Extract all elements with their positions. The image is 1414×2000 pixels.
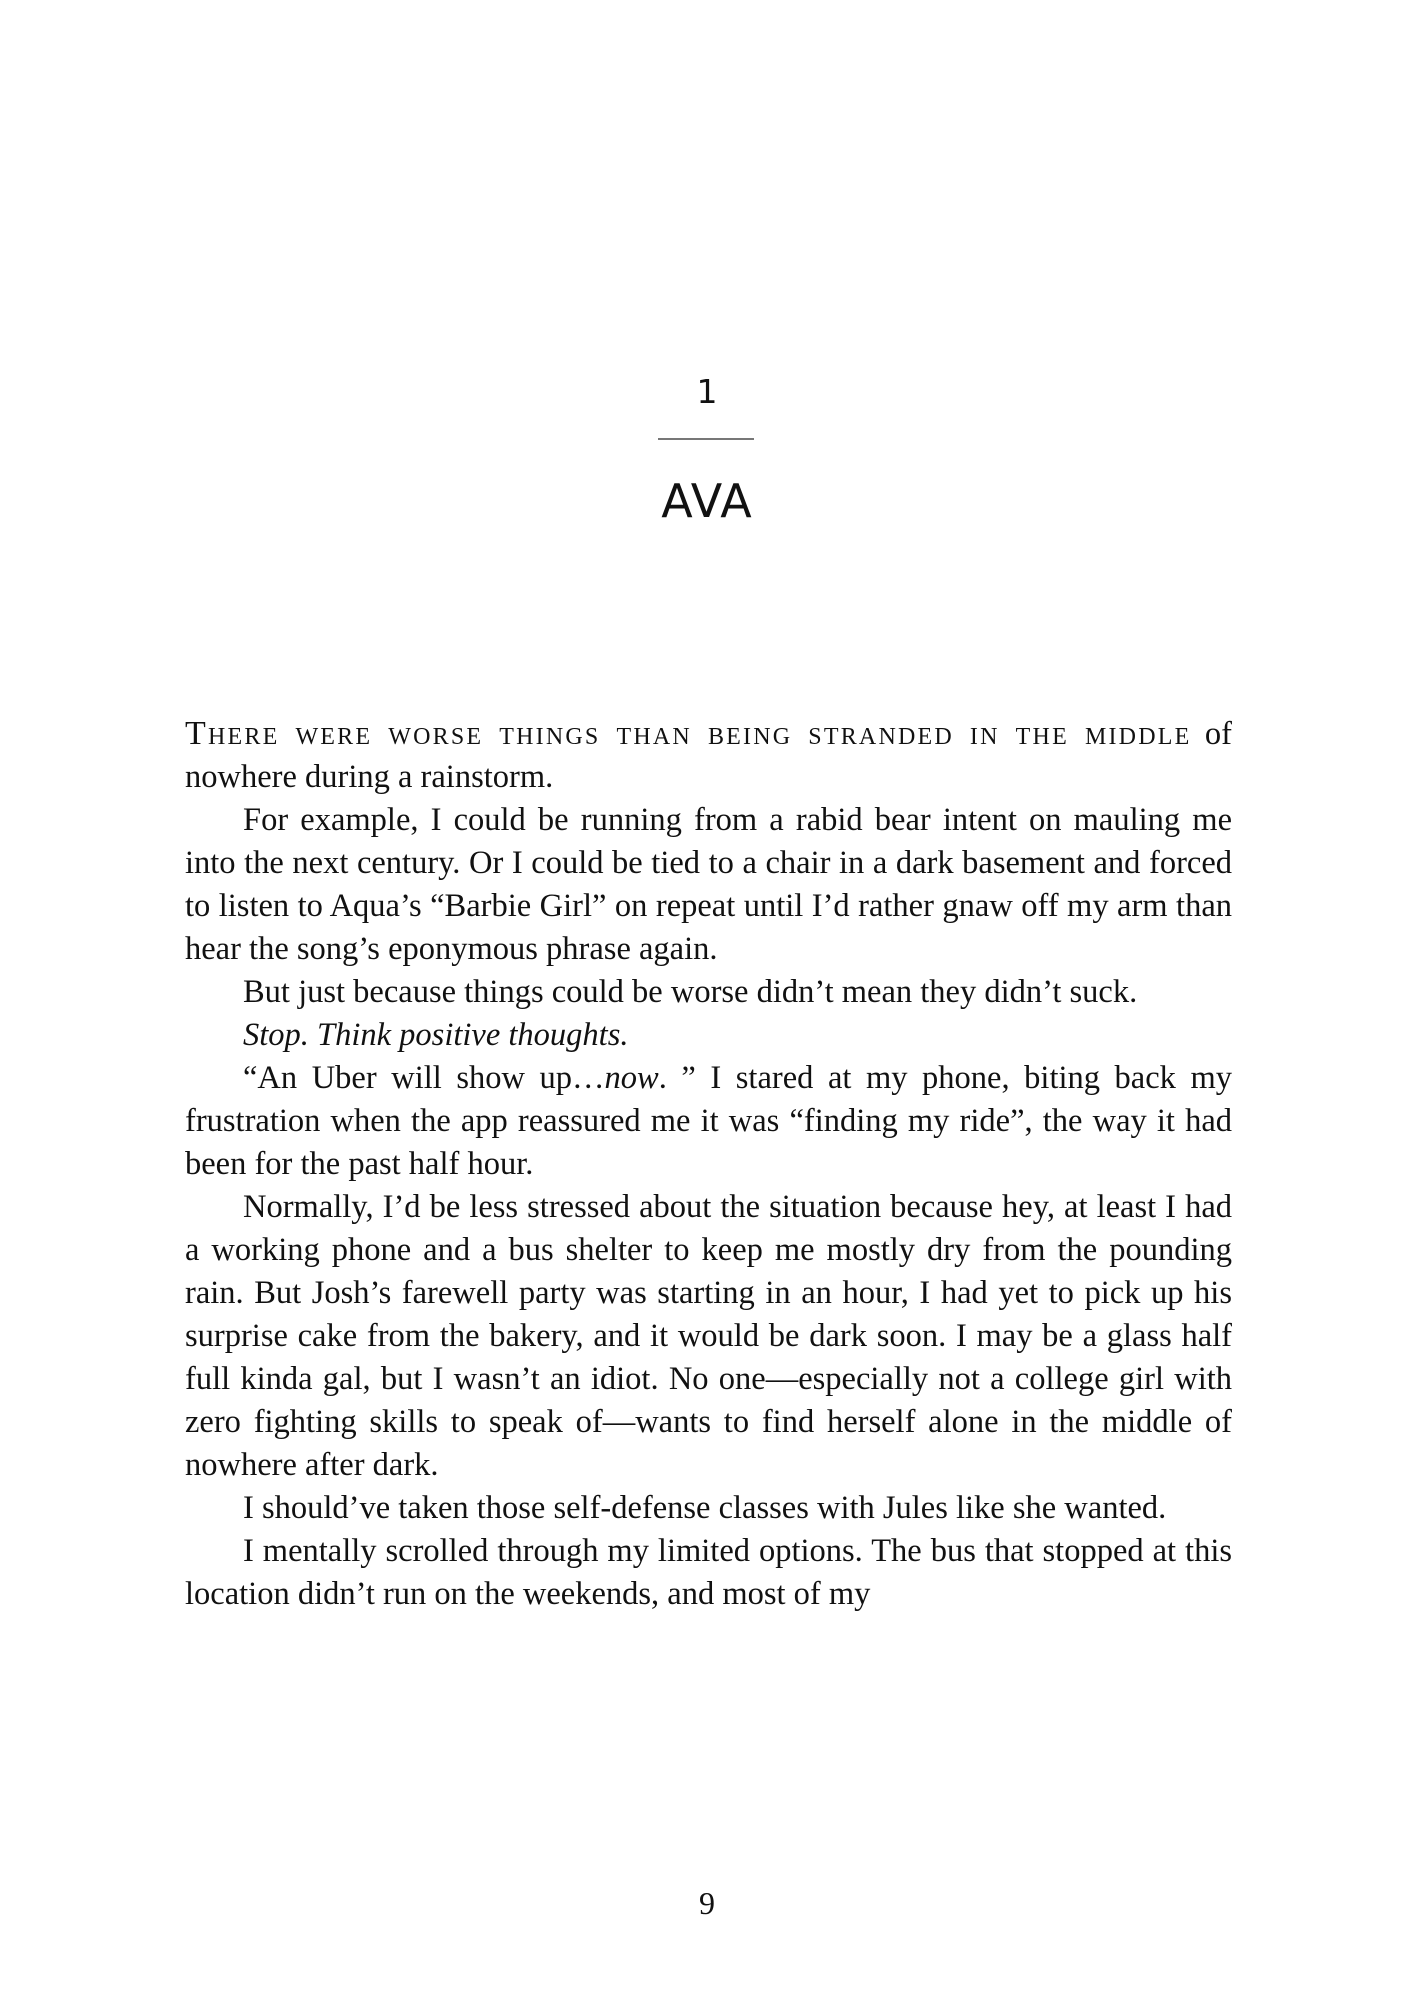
chapter-divider-rule [658,438,754,440]
paragraph-4-italic-thought: Stop. Think positive thoughts. [243,1017,629,1053]
chapter-number: 1 [696,372,718,411]
paragraph-7: I should’ve taken those self-defense classes with Jules like she wanted. [243,1490,1167,1526]
paragraph-2: For example, I could be running from a rabid bear intent on mauling me into the next century. Or I could be tied to a chair in a dark basement and forced to listen to Aqua’s “Barbie Girl” on repeat until I’d rather gnaw off my arm than hear the song’s eponymous phrase again. [185,802,1232,967]
page-number: 9 [699,1885,715,1921]
paragraph-8: I mentally scrolled through my limited options. The bus that stopped at this location didn’t run on the weekends, and most of my [185,1533,1232,1612]
chapter-title: AVA [661,474,753,528]
paragraph-3: But just because things could be worse didn’t mean they didn’t suck. [243,974,1138,1010]
paragraph-6: Normally, I’d be less stressed about the situation because hey, at least I had a working phone and a bus shelter to keep me mostly dry from the pounding rain. But Josh’s farewell party was starting in an hour, I had yet to pick up his surprise cake from the bakery, and it would be dark soon. I may be a glass half full kinda gal, but I wasn’t an idiot. No one—especially not a college girl with zero fighting skills to speak of—wants to find herself alone in the middle of nowhere after dark. [185,1189,1232,1483]
chapter-body [185,712,1232,1616]
opening-small-caps: There were worse things than being stranded in the middle [185,715,1192,752]
paragraph-5: “An Uber will show up…now. ” I stared at my phone, biting back my frustration when the app reassured me it was “finding my ride”, the way it had been for the past half hour. [185,1060,1233,1182]
paragraph-1: There were worse things than being stranded in the middle of nowhere during a rainstorm. [185,715,1232,795]
